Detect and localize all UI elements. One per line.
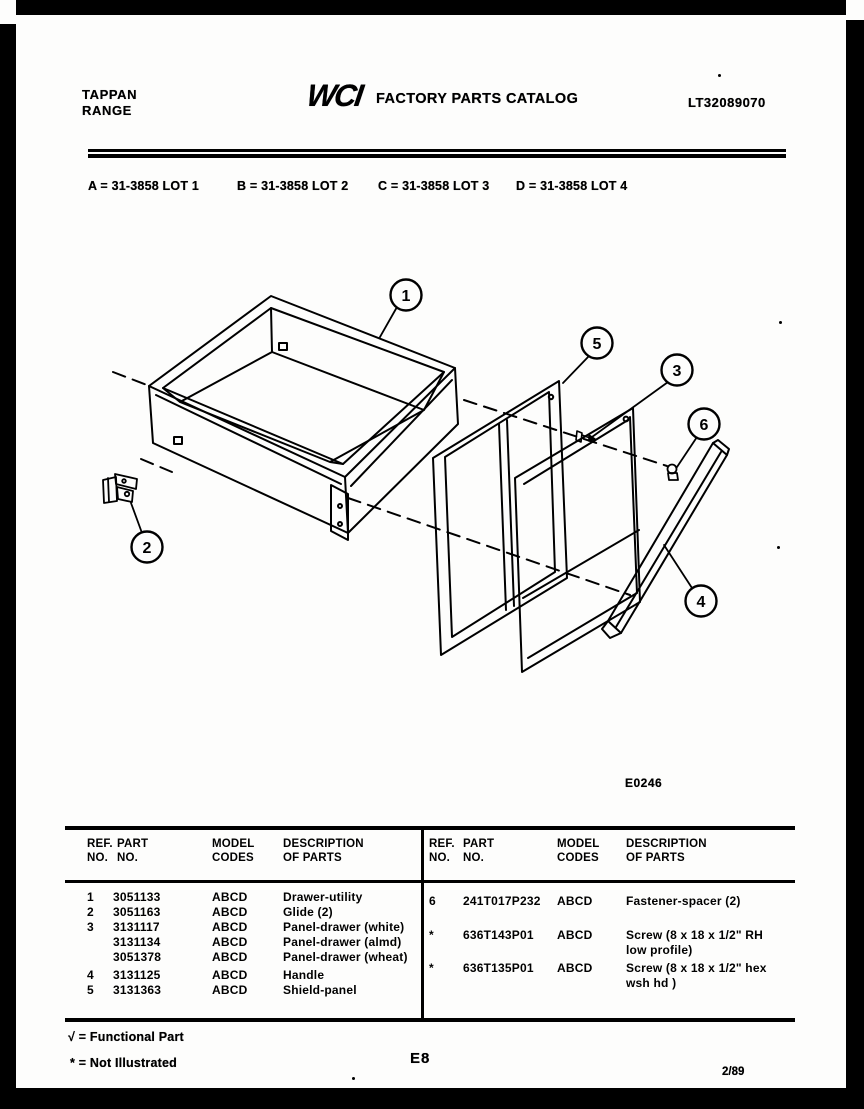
model-codes: ABCD xyxy=(212,890,248,904)
callout-3 xyxy=(662,355,693,386)
scan-speck xyxy=(352,1077,355,1080)
lot-code-b: B = 31-3858 LOT 2 xyxy=(237,179,349,193)
callout-4 xyxy=(686,586,717,617)
shield-panel-part xyxy=(433,381,567,655)
callout-2 xyxy=(132,532,163,563)
lot-code-d: D = 31-3858 LOT 4 xyxy=(516,179,628,193)
page-code: E8 xyxy=(410,1050,431,1067)
figure-code: E0246 xyxy=(625,776,663,790)
part-no: 241T017P232 xyxy=(463,894,541,908)
part-no: 3051163 xyxy=(113,905,161,919)
model-codes: ABCD xyxy=(557,961,593,975)
svg-text:2: 2 xyxy=(142,540,152,557)
lot-code-a: A = 31-3858 LOT 1 xyxy=(88,179,199,193)
part-no: 3131125 xyxy=(113,968,161,982)
glide-part xyxy=(103,474,137,503)
svg-text:4: 4 xyxy=(696,594,706,611)
description: Handle xyxy=(283,968,325,982)
ref-no: * xyxy=(429,961,434,975)
ref-no: 1 xyxy=(87,890,94,904)
column-header-description: DESCRIPTION OF PARTS xyxy=(283,838,364,864)
column-header-description: DESCRIPTION OF PARTS xyxy=(626,838,707,864)
column-header-part-no: PART NO. xyxy=(117,838,149,864)
svg-text:3: 3 xyxy=(672,363,682,380)
description: Shield-panel xyxy=(283,983,357,997)
lot-code-c: C = 31-3858 LOT 3 xyxy=(378,179,490,193)
ref-no: 3 xyxy=(87,920,94,934)
description: Screw (8 x 18 x 1/2" RH low profile) xyxy=(626,928,764,957)
model-codes: ABCD xyxy=(212,983,248,997)
parts-table-right-body xyxy=(65,830,795,1018)
wci-logo: WCI xyxy=(304,78,364,113)
part-no: 636T135P01 xyxy=(463,961,534,975)
ref-no: 4 xyxy=(87,968,94,982)
description: Panel-drawer (almd) xyxy=(283,935,402,949)
model-codes: ABCD xyxy=(557,928,593,942)
scan-speck xyxy=(718,74,721,77)
date-code: 2/89 xyxy=(722,1066,745,1078)
table-row xyxy=(65,894,795,909)
ref-no: 5 xyxy=(87,983,94,997)
part-no: 3051378 xyxy=(113,950,162,964)
description: Fastener-spacer (2) xyxy=(626,894,741,908)
part-no: 3131363 xyxy=(113,983,162,997)
brand-line1: TAPPAN xyxy=(82,87,138,102)
scan-border-bottom xyxy=(0,1088,864,1109)
callout-5 xyxy=(582,328,613,359)
description: Panel-drawer (white) xyxy=(283,920,405,934)
column-header-ref-no: REF. NO. xyxy=(429,838,455,864)
callout-6 xyxy=(689,409,720,440)
description: Drawer-utility xyxy=(283,890,363,904)
model-codes: ABCD xyxy=(557,894,593,908)
legend-not-illustrated: * = Not Illustrated xyxy=(70,1056,177,1070)
model-codes: ABCD xyxy=(212,968,248,982)
parts-table xyxy=(65,826,795,1022)
scan-speck xyxy=(777,546,780,549)
svg-text:6: 6 xyxy=(699,417,709,434)
description: Screw (8 x 18 x 1/2" hex wsh hd ) xyxy=(626,961,767,990)
part-no: 3131117 xyxy=(113,920,160,934)
part-no: 3131134 xyxy=(113,935,161,949)
model-codes: ABCD xyxy=(212,950,248,964)
model-codes: ABCD xyxy=(212,905,248,919)
publication-number: LT32089070 xyxy=(688,95,766,110)
legend-functional-part: √ = Functional Part xyxy=(68,1030,184,1044)
svg-text:1: 1 xyxy=(401,288,411,305)
description: Glide (2) xyxy=(283,905,333,919)
ref-no: 2 xyxy=(87,905,94,919)
part-no: 3051133 xyxy=(113,890,161,904)
column-header-part-no: PART NO. xyxy=(463,838,495,864)
description: Panel-drawer (wheat) xyxy=(283,950,408,964)
svg-text:5: 5 xyxy=(592,336,602,353)
column-header-model-codes: MODEL CODES xyxy=(557,838,600,864)
drawer-body-part xyxy=(149,296,458,540)
column-header-model-codes: MODEL CODES xyxy=(212,838,255,864)
model-codes: ABCD xyxy=(212,935,248,949)
model-codes: ABCD xyxy=(212,920,248,934)
part-no: 636T143P01 xyxy=(463,928,534,942)
callout-1 xyxy=(391,280,422,311)
catalog-title: FACTORY PARTS CATALOG xyxy=(376,91,579,107)
ref-no: * xyxy=(429,928,434,942)
brand-line2: RANGE xyxy=(82,103,132,118)
scan-speck xyxy=(779,321,782,324)
column-header-ref-no: REF. NO. xyxy=(87,838,113,864)
ref-no: 6 xyxy=(429,894,436,908)
